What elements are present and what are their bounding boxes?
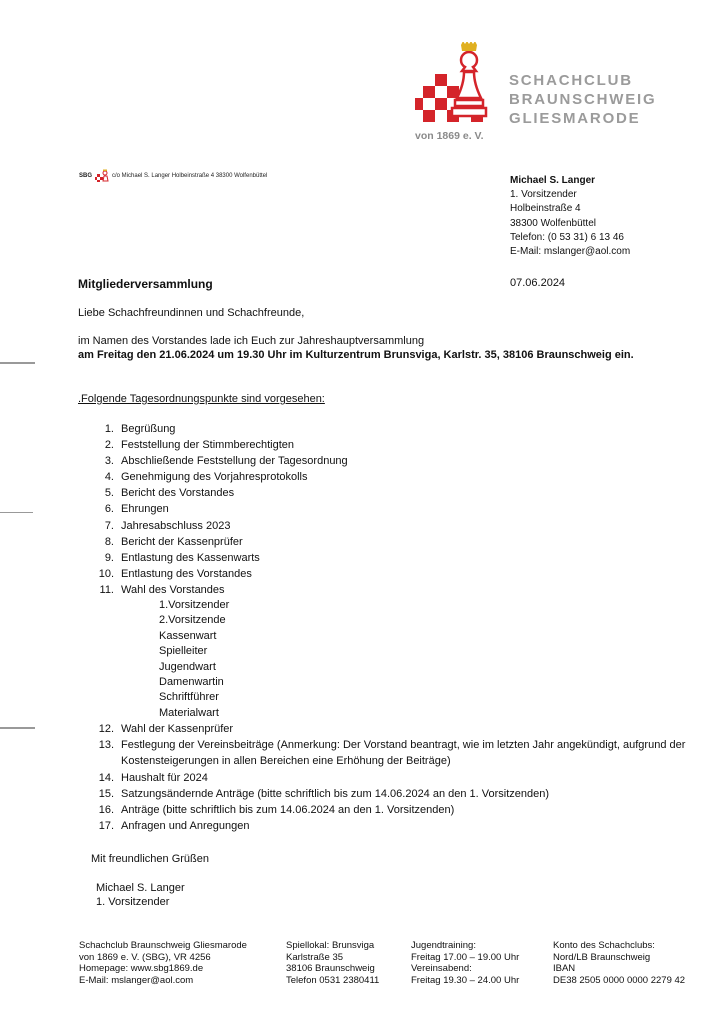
mini-logo-icon	[95, 169, 109, 182]
agenda-item: 12. Wahl der Kassenprüfer	[98, 723, 234, 736]
document-date: 07.06.2024	[510, 277, 566, 289]
agenda-item: 5. Bericht des Vorstandes	[104, 487, 235, 500]
invitation-intro: im Namen des Vorstandes lade ich Euch zur Jahreshauptversammlung	[78, 335, 425, 347]
footer-venue-info	[286, 940, 379, 986]
address-street: Holbeinstraße 4	[510, 203, 581, 215]
address-name: Michael S. Langer	[510, 175, 596, 186]
agenda-item: 10. Entlastung des Vorstandes	[98, 567, 252, 580]
address-role: 1. Vorsitzender	[510, 189, 577, 201]
agenda-item: 9. Entlastung des Kassenwarts	[104, 551, 260, 564]
sender-abbr: SBG	[79, 172, 93, 179]
agenda-item: 16. Anträge (bitte schriftlich bis zum 14.06.2024 an den 1. Vorsitzenden)	[98, 803, 455, 816]
closing: Mit freundlichen Grüßen	[91, 853, 209, 865]
agenda-heading: .Folgende Tagesordnungspunkte sind vorgesehen:	[78, 393, 325, 405]
footer-schedule	[411, 940, 519, 986]
agenda-item: 6. Ehrungen	[104, 503, 169, 516]
agenda-item: 13. Festlegung der Vereinsbeiträge (Anmerkung: Der Vorstand beantragt, wie im letzten Jahr angekündigt, aufgrund der Kostensteigerungen in allen Bereichen eine Erhöhung der Beiträge)	[98, 739, 686, 768]
election-position: Spielleiter	[159, 645, 208, 658]
agenda-item: 7. Jahresabschluss 2023	[104, 519, 231, 532]
address-block	[510, 174, 630, 259]
footer-line: Homepage: www.sbg1869.de	[79, 963, 204, 975]
agenda-list	[78, 421, 708, 834]
document-title: Mitgliederversammlung	[78, 277, 213, 291]
agenda-item: 1. Begrüßung	[104, 423, 176, 435]
invitation-details: am Freitag den 21.06.2024 um 19.30 Uhr im Kulturzentrum Brunsviga, Karlstr. 35, 38106 Braunschweig ein.	[78, 348, 634, 361]
agenda-item: 8. Bericht der Kassenprüfer	[104, 535, 243, 548]
sender-address: c/o Michael S. Langer Holbeinstraße 4 38300 Wolfenbüttel	[112, 172, 268, 179]
agenda-item: 15. Satzungsändernde Anträge (bitte schriftlich bis zum 14.06.2024 an den 1. Vorsitzenden)	[98, 787, 550, 800]
fold-mark-bottom	[0, 727, 35, 729]
footer-line: E-Mail: mslanger@aol.com	[79, 974, 194, 986]
address-email: E-Mail: mslanger@aol.com	[510, 246, 631, 258]
footer-line: Freitag 19.30 – 24.00 Uhr	[411, 974, 520, 986]
fold-mark-middle	[0, 512, 33, 513]
election-position: Damenwartin	[159, 676, 224, 689]
footer-line: IBAN	[553, 963, 576, 975]
footer-club-info	[79, 940, 247, 986]
footer-line: Spiellokal: Brunsviga	[286, 940, 375, 951]
election-positions	[119, 598, 706, 721]
club-name-line: SCHACHCLUB	[509, 72, 633, 89]
greeting: Liebe Schachfreundinnen und Schachfreunde,	[78, 307, 305, 319]
footer-bank-info	[553, 940, 685, 986]
address-phone: Telefon: (0 53 31) 6 13 46	[510, 231, 624, 243]
fold-mark-top	[0, 362, 35, 364]
footer-line: Vereinsabend:	[411, 963, 472, 975]
agenda-item: 3. Abschließende Feststellung der Tagesordnung	[104, 455, 348, 468]
footer-line: 38106 Braunschweig	[286, 963, 375, 975]
signer-name: Michael S. Langer	[96, 882, 185, 894]
club-name	[509, 71, 656, 128]
invitation-paragraph	[78, 335, 698, 362]
chessboard-pawn-logo-icon	[415, 42, 503, 130]
footer-line: Telefon 0531 2380411	[286, 974, 380, 986]
club-name-line: GLIESMARODE	[509, 110, 641, 127]
election-position: Schriftführer	[159, 691, 219, 704]
footer-line: von 1869 e. V. (SBG), VR 4256	[79, 951, 211, 963]
agenda-item: 14. Haushalt für 2024	[98, 771, 208, 784]
agenda-item: 11. Wahl des Vorstandes 1.Vorsitzender 2.Vorsitzende Kassenwart Spielleiter Jugendwart Damenwartin Schriftführer Materialwart	[78, 582, 708, 721]
club-founded: von 1869 e. V.	[415, 130, 484, 142]
sender-line	[79, 169, 267, 182]
election-position: Materialwart	[159, 706, 219, 719]
club-name-line: BRAUNSCHWEIG	[509, 91, 657, 108]
address-city: 38300 Wolfenbüttel	[510, 217, 596, 229]
agenda-item: 17. Anfragen und Anregungen	[98, 819, 250, 832]
footer-line: Nord/LB Braunschweig	[553, 951, 651, 963]
footer-line: DE38 2505 0000 0000 2279 42	[553, 974, 686, 986]
agenda-item: 2. Feststellung der Stimmberechtigten	[104, 439, 295, 452]
footer-line: Karlstraße 35	[286, 951, 344, 963]
signature-block	[96, 882, 185, 909]
club-logo	[415, 42, 503, 130]
election-position: Kassenwart	[159, 629, 217, 642]
election-position: Jugendwart	[159, 660, 216, 673]
footer-line: Konto des Schachclubs:	[553, 940, 655, 951]
election-position: 2.Vorsitzende	[159, 614, 226, 627]
agenda-item: 4. Genehmigung des Vorjahresprotokolls	[104, 471, 308, 484]
signer-role: 1. Vorsitzender	[96, 895, 170, 908]
footer-line: Jugendtraining:	[411, 940, 476, 951]
election-position: 1.Vorsitzender	[159, 599, 230, 612]
footer-line: Schachclub Braunschweig Gliesmarode	[79, 940, 247, 951]
footer-line: Freitag 17.00 – 19.00 Uhr	[411, 951, 520, 963]
